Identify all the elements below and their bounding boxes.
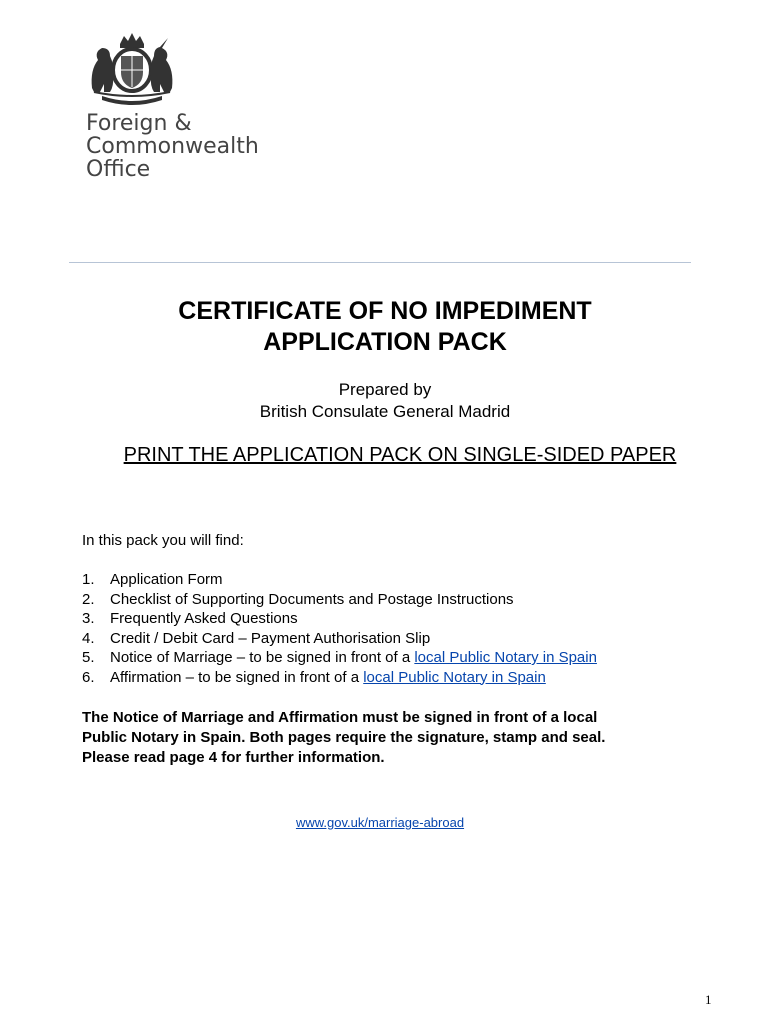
notary-link[interactable]: local Public Notary in Spain [363, 668, 546, 686]
document-title [0, 296, 770, 358]
item-number: 1. [82, 571, 95, 588]
website-url-container [0, 815, 760, 831]
item-number: 5. [82, 649, 95, 666]
item-text: Credit / Debit Card – Payment Authorisation Slip [110, 629, 431, 647]
list-item [82, 668, 597, 688]
list-item [82, 648, 597, 668]
page-number: 1 [705, 992, 712, 1007]
item-text: Checklist of Supporting Documents and Postage Instructions [110, 590, 514, 608]
item-text: Notice of Marriage – to be signed in front of a [110, 649, 415, 666]
item-number: 2. [82, 590, 95, 608]
prepared-by [0, 379, 770, 423]
item-text: Application Form [110, 571, 223, 588]
notice-line-2: Public Notary in Spain. Both pages require the signature, stamp and seal. [82, 729, 606, 746]
royal-coat-of-arms [80, 30, 184, 106]
item-text: Frequently Asked Questions [110, 610, 298, 627]
marriage-abroad-link[interactable]: www.gov.uk/marriage-abroad [295, 815, 465, 830]
header-divider [69, 262, 691, 263]
title-line-2: APPLICATION PACK [263, 328, 507, 356]
item-number: 3. [82, 610, 95, 627]
item-number: 6. [82, 668, 95, 686]
list-item [82, 590, 597, 610]
list-item [82, 609, 597, 629]
list-item [82, 570, 597, 590]
pack-intro: In this pack you will find: [82, 532, 244, 549]
signing-notice [82, 708, 732, 768]
notice-line-1: The Notice of Marriage and Affirmation must be signed in front of a local [82, 709, 598, 726]
item-text: Affirmation – to be signed in front of a [110, 668, 364, 686]
contents-list [82, 570, 597, 687]
notary-link[interactable]: local Public Notary in Spain [414, 649, 597, 666]
title-line-1: CERTIFICATE OF NO IMPEDIMENT [178, 297, 592, 325]
list-item [82, 629, 597, 649]
org-line-3: Office [86, 157, 151, 182]
org-line-1: Foreign & [86, 111, 192, 136]
notice-line-3: Please read page 4 for further information. [82, 749, 385, 766]
prepared-line-2: British Consulate General Madrid [259, 402, 511, 421]
item-number: 4. [82, 629, 95, 647]
organization-name [86, 112, 326, 181]
org-line-2: Commonwealth [86, 134, 259, 159]
prepared-line-1: Prepared by [338, 380, 432, 399]
print-instruction: PRINT THE APPLICATION PACK ON SINGLE-SIDED PAPER [123, 444, 677, 466]
